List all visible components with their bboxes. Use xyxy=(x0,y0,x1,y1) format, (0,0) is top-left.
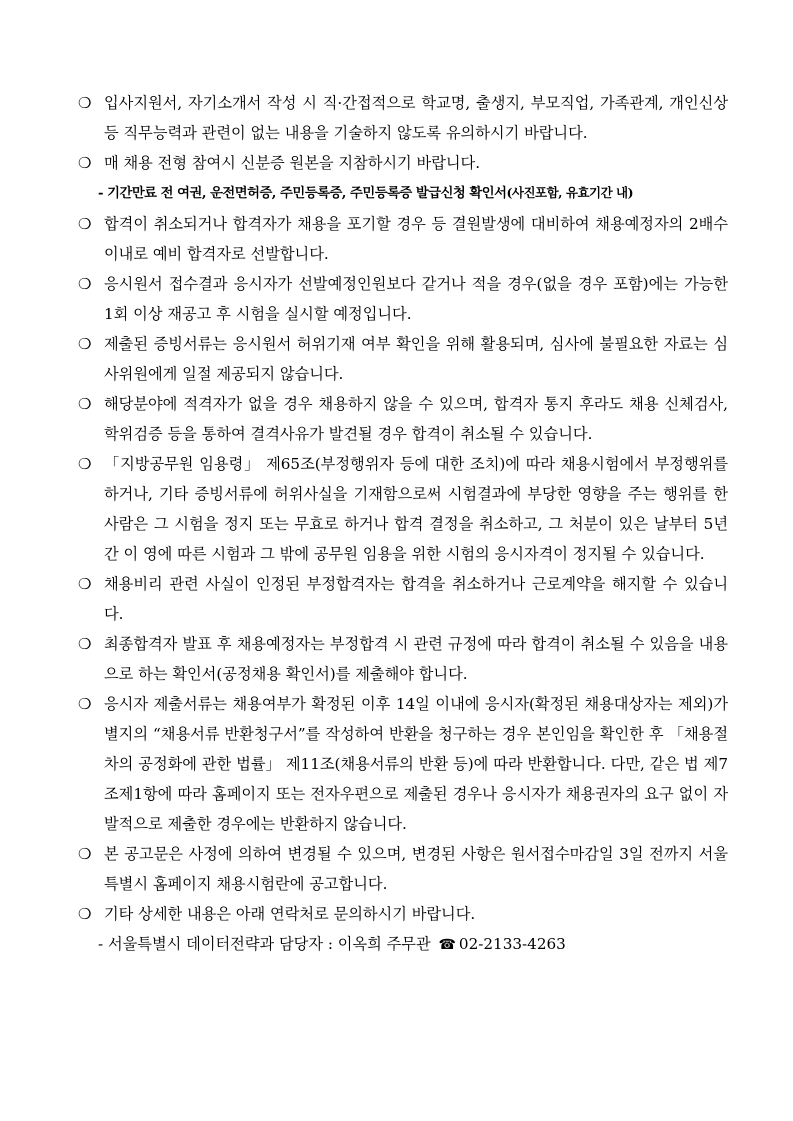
bullet-icon: ❍ xyxy=(78,845,92,863)
item-text: 「지방공무원 임용령」 제65조(부정행위자 등에 대한 조치)에 따라 채용시험에서 부정행위를 하거나, 기타 증빙서류에 허위사실을 기재함으로써 시험결과에 부당한 영향을 주는 행위를 한 사람은 그 시험을 정지 또는 무효로 하거나 합격 결정을 취소하고, 그 처분이 있은 날부터 5년간 이 영에 따른 시험과 그 밖에 공무원 임용을 위한 시험의 응시자격이 정지될 수 있습니다. xyxy=(104,455,728,563)
bullet-icon: ❍ xyxy=(78,905,92,923)
notice-list xyxy=(78,88,728,960)
id-documents-condition: (사진포함, 유효기간 내) xyxy=(506,185,634,200)
notice-item-4 xyxy=(78,269,728,329)
contact-person: - 서울특별시 데이터전략과 담당자 : 이옥희 주무관 xyxy=(98,935,431,953)
item-text: 최종합격자 발표 후 채용예정자는 부정합격 시 관련 규정에 따라 합격이 취소될 수 있음을 내용으로 하는 확인서(공정채용 확인서)를 제출해야 합니다. xyxy=(104,635,728,683)
bullet-icon: ❍ xyxy=(78,154,92,172)
item-text: 제출된 증빙서류는 응시원서 허위기재 여부 확인을 위해 활용되며, 심사에 불필요한 자료는 심사위원에게 일절 제공되지 않습니다. xyxy=(104,335,728,383)
bullet-icon: ❍ xyxy=(78,94,92,112)
id-documents-note xyxy=(78,178,728,209)
bullet-icon: ❍ xyxy=(78,275,92,293)
contact-phone: 02-2133-4263 xyxy=(458,935,566,953)
item-text: 응시자 제출서류는 채용여부가 확정된 이후 14일 이내에 응시자(확정된 채용대상자는 제외)가 별지의 “채용서류 반환청구서”를 작성하여 반환을 청구하는 경우 본인임을 확인한 후 「채용절차의 공정화에 관한 법률」 제11조(채용서류의 반환 등)에 따라 반환합니다. 다만, 같은 법 제7조제1항에 따라 홈페이지 또는 전자우편으로 제출된 경우나 응시자가 채용권자의 요구 없이 자발적으로 제출한 경우에는 반환하지 않습니다. xyxy=(104,695,728,833)
notice-item-7 xyxy=(78,449,728,569)
notice-item-12 xyxy=(78,899,728,929)
item-text: 본 공고문은 사정에 의하여 변경될 수 있으며, 변경된 사항은 원서접수마감일 3일 전까지 서울특별시 홈페이지 채용시험란에 공고합니다. xyxy=(104,845,728,893)
item-text: 합격이 취소되거나 합격자가 채용을 포기할 경우 등 결원발생에 대비하여 채용예정자의 2배수 이내로 예비 합격자로 선발합니다. xyxy=(104,215,728,263)
bullet-icon: ❍ xyxy=(78,335,92,353)
notice-item-9 xyxy=(78,629,728,689)
item-text: 입사지원서, 자기소개서 작성 시 직·간접적으로 학교명, 출생지, 부모직업, 가족관계, 개인신상 등 직무능력과 관련이 없는 내용을 기술하지 않도록 유의하시기 바랍니다. xyxy=(104,94,728,142)
bullet-icon: ❍ xyxy=(78,575,92,593)
notice-item-2 xyxy=(78,148,728,178)
contact-line xyxy=(78,929,728,960)
item-text: 매 채용 전형 참여시 신분증 원본을 지참하시기 바랍니다. xyxy=(104,154,481,172)
phone-icon: ☎ xyxy=(438,937,456,953)
bullet-icon: ❍ xyxy=(78,215,92,233)
notice-item-3 xyxy=(78,209,728,269)
notice-item-1 xyxy=(78,88,728,148)
bullet-icon: ❍ xyxy=(78,395,92,413)
item-text: 해당분야에 적격자가 없을 경우 채용하지 않을 수 있으며, 합격자 통지 후라도 채용 신체검사, 학위검증 등을 통하여 결격사유가 발견될 경우 합격이 취소될 수 있습니다. xyxy=(104,395,728,443)
bullet-icon: ❍ xyxy=(78,695,92,713)
bullet-icon: ❍ xyxy=(78,635,92,653)
notice-item-6 xyxy=(78,389,728,449)
notice-item-5 xyxy=(78,329,728,389)
notice-item-10 xyxy=(78,689,728,839)
id-documents-list: - 기간만료 전 여권, 운전면허증, 주민등록증, 주민등록증 발급신청 확인서 xyxy=(98,186,507,201)
notice-item-11 xyxy=(78,839,728,899)
item-text: 채용비리 관련 사실이 인정된 부정합격자는 합격을 취소하거나 근로계약을 해지할 수 있습니다. xyxy=(104,575,728,623)
bullet-icon: ❍ xyxy=(78,455,92,473)
item-text: 응시원서 접수결과 응시자가 선발예정인원보다 같거나 적을 경우(없을 경우 포함)에는 가능한 1회 이상 재공고 후 시험을 실시할 예정입니다. xyxy=(104,275,728,323)
notice-item-8 xyxy=(78,569,728,629)
item-text: 기타 상세한 내용은 아래 연락처로 문의하시기 바랍니다. xyxy=(104,905,476,923)
